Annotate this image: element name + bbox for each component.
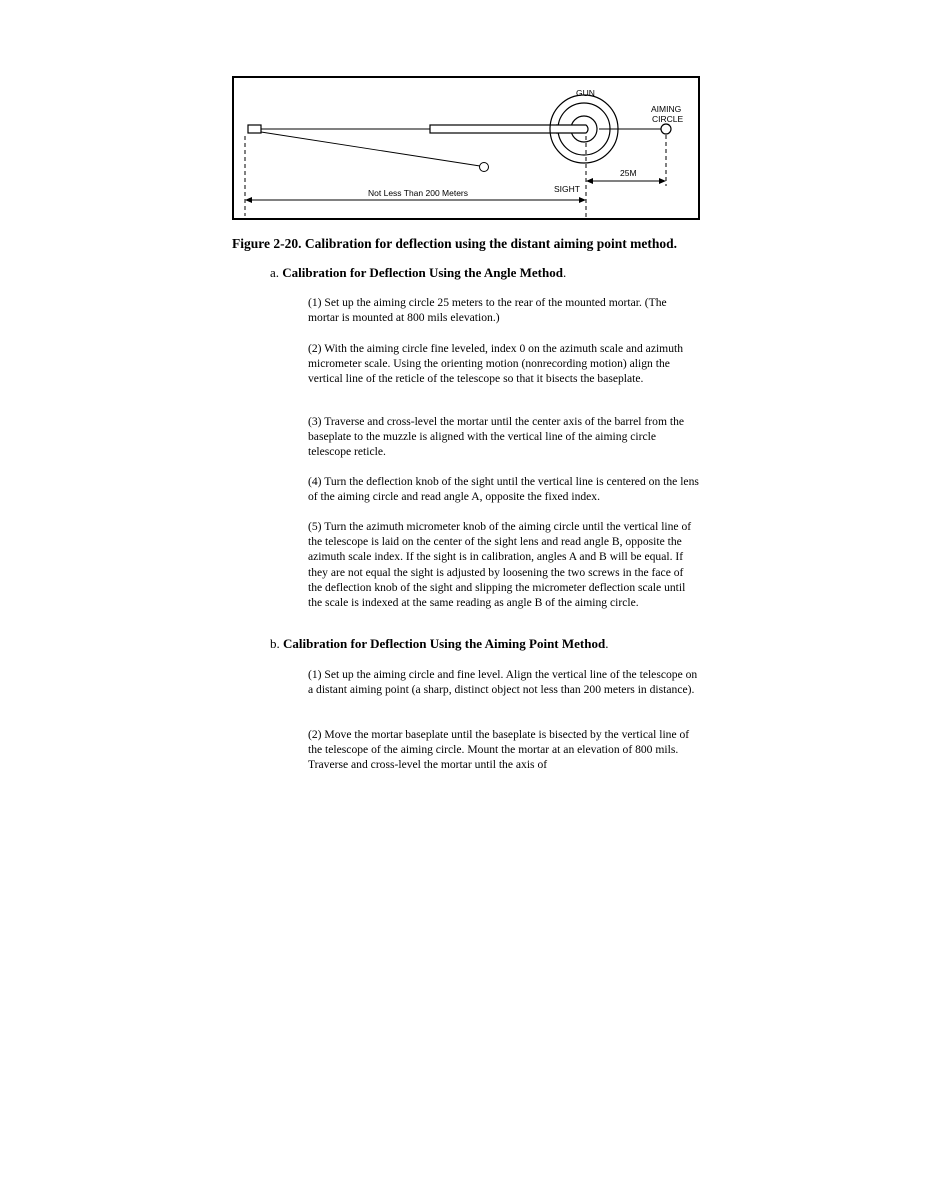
section-a-step-3: (3) Traverse and cross-level the mortar until the center axis of the barrel from the baseplate to the muzzle is aligned with the vertical line of the aiming circle telescope reticle. (308, 415, 685, 459)
sight-label: SIGHT (554, 184, 580, 194)
section-b-step-1: (1) Set up the aiming circle and fine level. Align the vertical line of the telescope on a distant aiming point (a sharp, distinct object not less than 200 meters in distance). (308, 668, 698, 697)
aiming-point-marker (248, 125, 261, 133)
section-a-step-1: (1) Set up the aiming circle 25 meters to the rear of the mounted mortar. (The mortar is mounted at 800 mils elevation.) (308, 296, 667, 325)
gun-label: GUN (576, 88, 595, 98)
section-a-title: Calibration for Deflection Using the Angle Method (282, 265, 563, 280)
aiming-circle-label-line2: CIRCLE (652, 114, 684, 124)
section-a-suffix: . (562, 265, 567, 280)
section-b-step-2: (2) Move the mortar baseplate until the baseplate is bisected by the vertical line of the telescope of the aiming circle. Mount the mortar at an elevation of 800 mils. Traverse and cross-level the mortar until the axis of (308, 728, 690, 772)
gun-barrel (430, 125, 558, 133)
section-a-step-4: (4) Turn the deflection knob of the sight until the vertical line is centered on the lens of the aiming circle and read angle A, opposite the fixed index. (308, 475, 699, 504)
aiming-circle-label-line1: AIMING (651, 104, 682, 114)
section-b-suffix: . (605, 636, 609, 651)
dimension-200m-arrow-left (245, 197, 252, 203)
dimension-200m-arrow-right (579, 197, 586, 203)
barrel-end (556, 125, 588, 133)
aiming-circle-marker (661, 124, 671, 134)
distance-25m-label: 25M (620, 168, 637, 178)
deflection-line (261, 132, 480, 166)
section-b-title: Calibration for Deflection Using the Aiming Point Method (283, 636, 606, 651)
min-distance-label: Not Less Than 200 Meters (368, 188, 469, 198)
dimension-25m-arrow-left (586, 178, 593, 184)
figure-drawing (234, 78, 698, 218)
section-a-prefix: a. (270, 265, 283, 280)
sight-target-circle (480, 163, 489, 172)
section-a-step-5: (5) Turn the azimuth micrometer knob of the aiming circle until the vertical line of the telescope is laid on the center of the sight lens and read angle B, opposite the azimuth scale index. If the sight is in calibration, angles A and B will be equal. If they are not equal the sight is adjusted by loosening the two screws in the face of the deflection knob of the sight and slipping the micrometer deflection scale until the scale is indexed at the same reading as angle B of the aiming circle. (308, 520, 692, 610)
section-b-heading (270, 636, 608, 652)
section-a-step-2: (2) With the aiming circle fine leveled, index 0 on the azimuth scale and azimuth micrometer scale. Using the orienting motion (nonrecording motion) align the vertical line of the reticle of the telescope so that it bisects the baseplate. (308, 342, 684, 386)
figure-diagram (232, 76, 700, 220)
dimension-25m-arrow-right (659, 178, 666, 184)
section-b-prefix: b. (270, 636, 283, 651)
section-a-heading (270, 265, 566, 281)
figure-caption: Figure 2-20. Calibration for deflection using the distant aiming point method. (232, 236, 678, 251)
